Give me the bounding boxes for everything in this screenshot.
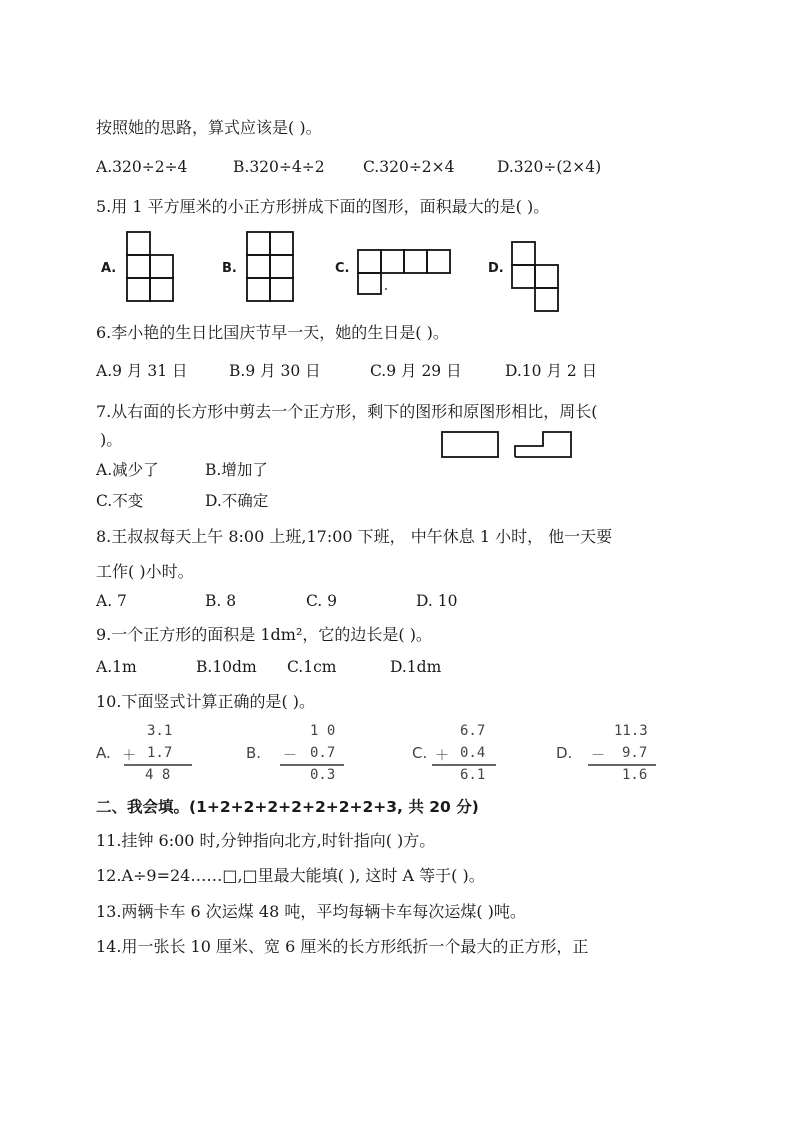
q5-figure-a xyxy=(126,231,174,301)
q9-stem: 9.一个正方形的面积是 1dm²，它的边长是( )。 xyxy=(96,625,432,644)
q6-option-d: D.10 月 2 日 xyxy=(505,362,598,380)
q10-a-result: 4 8 xyxy=(145,767,171,783)
q6-option-b: B.9 月 30 日 xyxy=(229,362,321,380)
q10-d-label: D. xyxy=(556,744,573,762)
q7-rectangle-figure xyxy=(441,431,499,458)
q8-option-b: B. 8 xyxy=(205,592,237,610)
q10-c-label: C. xyxy=(412,744,428,762)
q10-c-mid: 0.4 xyxy=(460,745,486,761)
q4-option-c: C.320÷2×4 xyxy=(363,158,455,176)
q10-a-mid: 1.7 xyxy=(147,745,173,761)
q10-d-rule xyxy=(588,764,656,766)
q10-a-label: A. xyxy=(96,744,111,762)
q6-option-a: A.9 月 31 日 xyxy=(96,362,188,380)
q5-label-a: A. xyxy=(101,261,117,276)
q8-stem-line1: 8.王叔叔每天上午 8:00 上班,17:00 下班， 中午休息 1 小时， 他一天要 xyxy=(96,527,613,546)
q10-b-result: 0.3 xyxy=(310,767,336,783)
q6-stem: 6.李小艳的生日比国庆节早一天，她的生日是( )。 xyxy=(96,323,449,342)
q7-option-d: D.不确定 xyxy=(205,492,269,510)
q6-option-c: C.9 月 29 日 xyxy=(370,362,462,380)
q10-b-label: B. xyxy=(246,744,262,762)
q10-a-top: 3.1 xyxy=(147,723,173,739)
q9-option-d: D.1dm xyxy=(390,658,442,676)
q7-option-a: A.减少了 xyxy=(96,461,159,479)
q10-d-mid: 9.7 xyxy=(622,745,648,761)
q12-stem: 12.A÷9=24……□,□里最大能填( ), 这时 A 等于( )。 xyxy=(96,866,485,885)
q8-stem-line2: 工作( )小时。 xyxy=(96,562,194,581)
q8-option-d: D. 10 xyxy=(416,592,458,610)
q10-c-result: 6.1 xyxy=(460,767,486,783)
q10-c-rule xyxy=(432,764,496,766)
q4-option-b: B.320÷4÷2 xyxy=(233,158,325,176)
q4-stem: 按照她的思路，算式应该是( )。 xyxy=(96,118,322,137)
q10-b-op: － xyxy=(283,748,297,764)
q10-d-op: － xyxy=(591,748,605,764)
q5-label-d: D. xyxy=(488,261,504,276)
q5-label-c: C. xyxy=(335,261,350,276)
section2-title: 二、我会填。(1+2+2+2+2+2+2+2+3, 共 20 分) xyxy=(96,798,479,816)
q8-option-c: C. 9 xyxy=(306,592,338,610)
q8-option-a: A. 7 xyxy=(96,592,127,610)
q9-option-c: C.1cm xyxy=(287,658,337,676)
q10-b-top: 1 0 xyxy=(310,723,336,739)
q7-remaining-figure xyxy=(514,431,572,458)
q10-stem: 10.下面竖式计算正确的是( )。 xyxy=(96,692,316,711)
q10-a-op: ＋ xyxy=(122,748,136,764)
q5-figure-c xyxy=(357,249,451,295)
q10-b-mid: 0.7 xyxy=(310,745,336,761)
q7-stem-line1: 7.从右面的长方形中剪去一个正方形，剩下的图形和原图形相比，周长( xyxy=(96,402,598,421)
q5-label-b: B. xyxy=(222,261,237,276)
q7-option-b: B.增加了 xyxy=(205,461,268,479)
q13-stem: 13.两辆卡车 6 次运煤 48 吨，平均每辆卡车每次运煤( )吨。 xyxy=(96,902,526,921)
q10-d-result: 1.6 xyxy=(622,767,648,783)
q10-a-rule xyxy=(124,764,192,766)
q14-stem: 14.用一张长 10 厘米、宽 6 厘米的长方形纸折一个最大的正方形，正 xyxy=(96,937,589,956)
q10-c-op: ＋ xyxy=(435,748,449,764)
q10-d-top: 11.3 xyxy=(614,723,648,739)
q4-option-d: D.320÷(2×4) xyxy=(497,158,602,176)
q5-figure-b xyxy=(246,231,294,301)
q9-option-a: A.1m xyxy=(96,658,137,676)
q7-stem-line2: )。 xyxy=(100,430,123,449)
q5-figure-d xyxy=(511,241,559,311)
q4-option-a: A.320÷2÷4 xyxy=(96,158,188,176)
q5-stem: 5.用 1 平方厘米的小正方形拼成下面的图形，面积最大的是( )。 xyxy=(96,197,550,216)
q9-option-b: B.10dm xyxy=(196,658,257,676)
q7-option-c: C.不变 xyxy=(96,492,144,510)
q10-c-top: 6.7 xyxy=(460,723,486,739)
q11-stem: 11.挂钟 6:00 时,分钟指向北方,时针指向( )方。 xyxy=(96,831,436,850)
q10-b-rule xyxy=(280,764,344,766)
